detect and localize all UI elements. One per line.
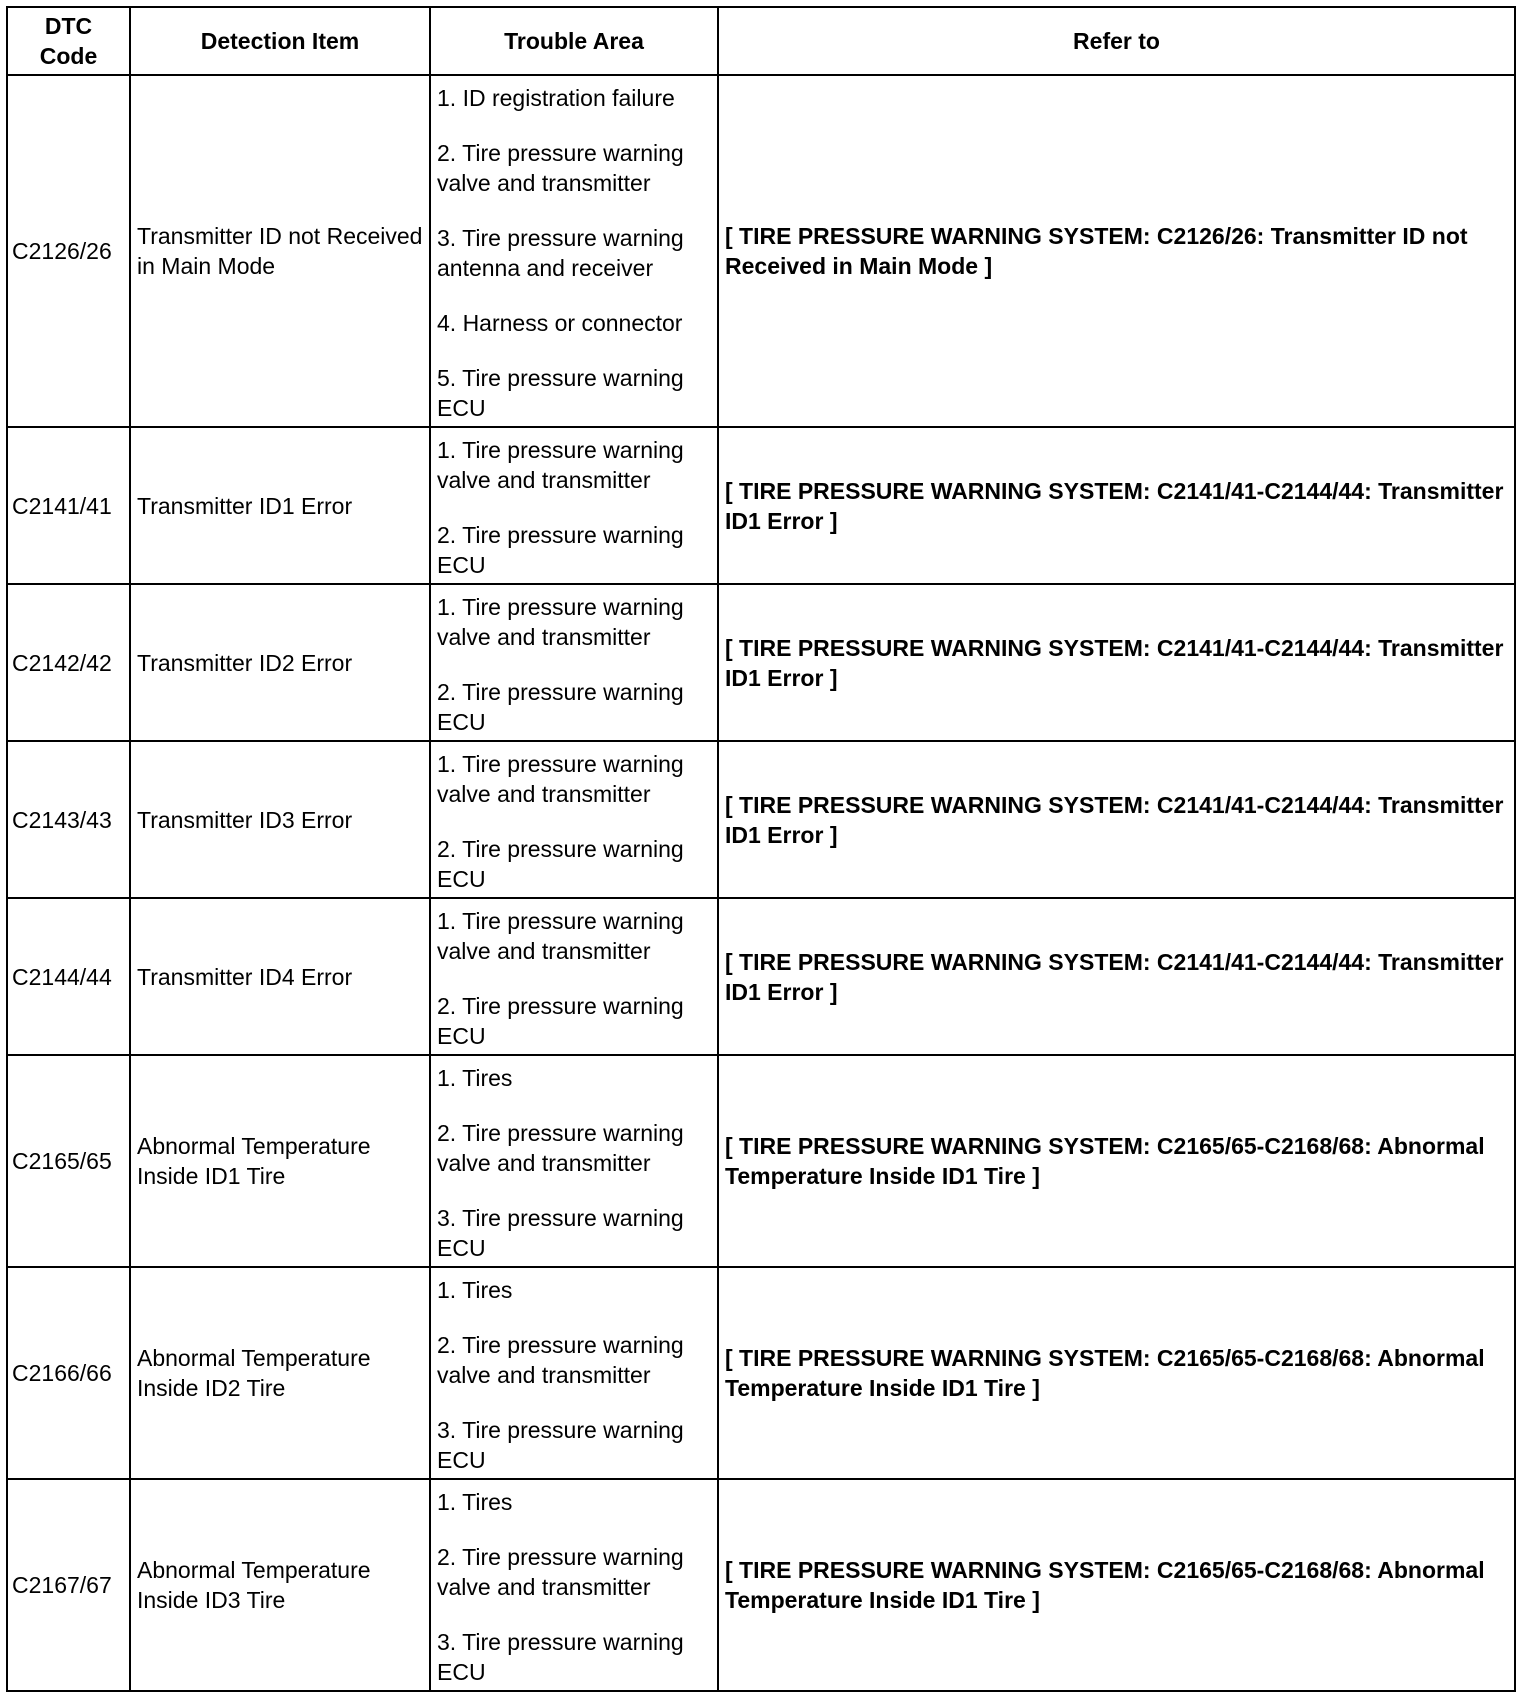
detection-item-cell: Abnormal Temperature Inside ID3 Tire (130, 1479, 430, 1691)
trouble-area-cell (430, 427, 718, 584)
refer-to-link[interactable]: [ TIRE PRESSURE WARNING SYSTEM: C2141/41-C2144/44: Transmitter ID1 Error ] (718, 898, 1515, 1055)
trouble-area-item: 2. Tire pressure warning valve and transmitter (437, 1544, 684, 1600)
trouble-area-list (437, 749, 711, 894)
dtc-code-cell: C2166/66 (7, 1267, 130, 1479)
trouble-area-list (437, 906, 711, 1051)
table-header (7, 7, 1515, 75)
trouble-area-item: 1. Tire pressure warning valve and transmitter (437, 908, 684, 964)
trouble-area-item: 2. Tire pressure warning valve and transmitter (437, 140, 684, 196)
trouble-area-list (437, 435, 711, 580)
detection-item-cell: Transmitter ID not Received in Main Mode (130, 75, 430, 427)
trouble-area-cell (430, 898, 718, 1055)
detection-item-cell: Transmitter ID4 Error (130, 898, 430, 1055)
dtc-code-cell: C2126/26 (7, 75, 130, 427)
trouble-area-item: 1. Tire pressure warning valve and transmitter (437, 437, 684, 493)
header-detection-item: Detection Item (130, 7, 430, 75)
refer-to-link[interactable]: [ TIRE PRESSURE WARNING SYSTEM: C2141/41-C2144/44: Transmitter ID1 Error ] (718, 741, 1515, 898)
dtc-code-cell: C2141/41 (7, 427, 130, 584)
trouble-area-list (437, 592, 711, 737)
table-row (7, 584, 1515, 741)
dtc-table (6, 6, 1516, 1692)
header-refer-to: Refer to (718, 7, 1515, 75)
table-row (7, 898, 1515, 1055)
trouble-area-cell (430, 1055, 718, 1267)
trouble-area-item: 1. Tire pressure warning valve and transmitter (437, 594, 684, 650)
table-row (7, 427, 1515, 584)
trouble-area-item: 2. Tire pressure warning ECU (437, 993, 684, 1049)
trouble-area-cell (430, 1267, 718, 1479)
trouble-area-item: 1. Tires (437, 1489, 513, 1515)
trouble-area-list (437, 1063, 711, 1263)
header-dtc-code: DTC Code (7, 7, 130, 75)
refer-to-link[interactable]: [ TIRE PRESSURE WARNING SYSTEM: C2165/65-C2168/68: Abnormal Temperature Inside ID1 Tire ] (718, 1055, 1515, 1267)
table-row (7, 1055, 1515, 1267)
table-body (7, 75, 1515, 1691)
trouble-area-cell (430, 1479, 718, 1691)
table-row (7, 1267, 1515, 1479)
refer-to-link[interactable]: [ TIRE PRESSURE WARNING SYSTEM: C2165/65-C2168/68: Abnormal Temperature Inside ID1 Tire ] (718, 1479, 1515, 1691)
dtc-code-cell: C2144/44 (7, 898, 130, 1055)
trouble-area-item: 5. Tire pressure warning ECU (437, 365, 684, 421)
trouble-area-item: 2. Tire pressure warning ECU (437, 522, 684, 578)
detection-item-cell: Abnormal Temperature Inside ID2 Tire (130, 1267, 430, 1479)
trouble-area-item: 3. Tire pressure warning ECU (437, 1205, 684, 1261)
trouble-area-item: 3. Tire pressure warning antenna and receiver (437, 225, 684, 281)
trouble-area-item: 4. Harness or connector (437, 310, 683, 336)
trouble-area-list (437, 1487, 711, 1687)
dtc-code-cell: C2142/42 (7, 584, 130, 741)
detection-item-cell: Transmitter ID3 Error (130, 741, 430, 898)
trouble-area-item: 1. Tires (437, 1065, 513, 1091)
refer-to-link[interactable]: [ TIRE PRESSURE WARNING SYSTEM: C2165/65-C2168/68: Abnormal Temperature Inside ID1 Tire ] (718, 1267, 1515, 1479)
refer-to-link[interactable]: [ TIRE PRESSURE WARNING SYSTEM: C2126/26: Transmitter ID not Received in Main Mode ] (718, 75, 1515, 427)
trouble-area-item: 3. Tire pressure warning ECU (437, 1417, 684, 1473)
detection-item-cell: Transmitter ID1 Error (130, 427, 430, 584)
trouble-area-item: 1. ID registration failure (437, 85, 675, 111)
refer-to-link[interactable]: [ TIRE PRESSURE WARNING SYSTEM: C2141/41-C2144/44: Transmitter ID1 Error ] (718, 584, 1515, 741)
table-row (7, 75, 1515, 427)
detection-item-cell: Abnormal Temperature Inside ID1 Tire (130, 1055, 430, 1267)
table-row (7, 741, 1515, 898)
header-trouble-area: Trouble Area (430, 7, 718, 75)
trouble-area-item: 1. Tires (437, 1277, 513, 1303)
trouble-area-list (437, 1275, 711, 1475)
dtc-code-cell: C2165/65 (7, 1055, 130, 1267)
trouble-area-item: 2. Tire pressure warning valve and transmitter (437, 1120, 684, 1176)
trouble-area-item: 1. Tire pressure warning valve and transmitter (437, 751, 684, 807)
detection-item-cell: Transmitter ID2 Error (130, 584, 430, 741)
trouble-area-item: 2. Tire pressure warning ECU (437, 679, 684, 735)
trouble-area-list (437, 83, 711, 423)
trouble-area-item: 3. Tire pressure warning ECU (437, 1629, 684, 1685)
dtc-code-cell: C2143/43 (7, 741, 130, 898)
trouble-area-cell (430, 75, 718, 427)
table-row (7, 1479, 1515, 1691)
dtc-code-cell: C2167/67 (7, 1479, 130, 1691)
trouble-area-cell (430, 741, 718, 898)
trouble-area-item: 2. Tire pressure warning valve and transmitter (437, 1332, 684, 1388)
refer-to-link[interactable]: [ TIRE PRESSURE WARNING SYSTEM: C2141/41-C2144/44: Transmitter ID1 Error ] (718, 427, 1515, 584)
header-row (7, 7, 1515, 75)
trouble-area-cell (430, 584, 718, 741)
trouble-area-item: 2. Tire pressure warning ECU (437, 836, 684, 892)
